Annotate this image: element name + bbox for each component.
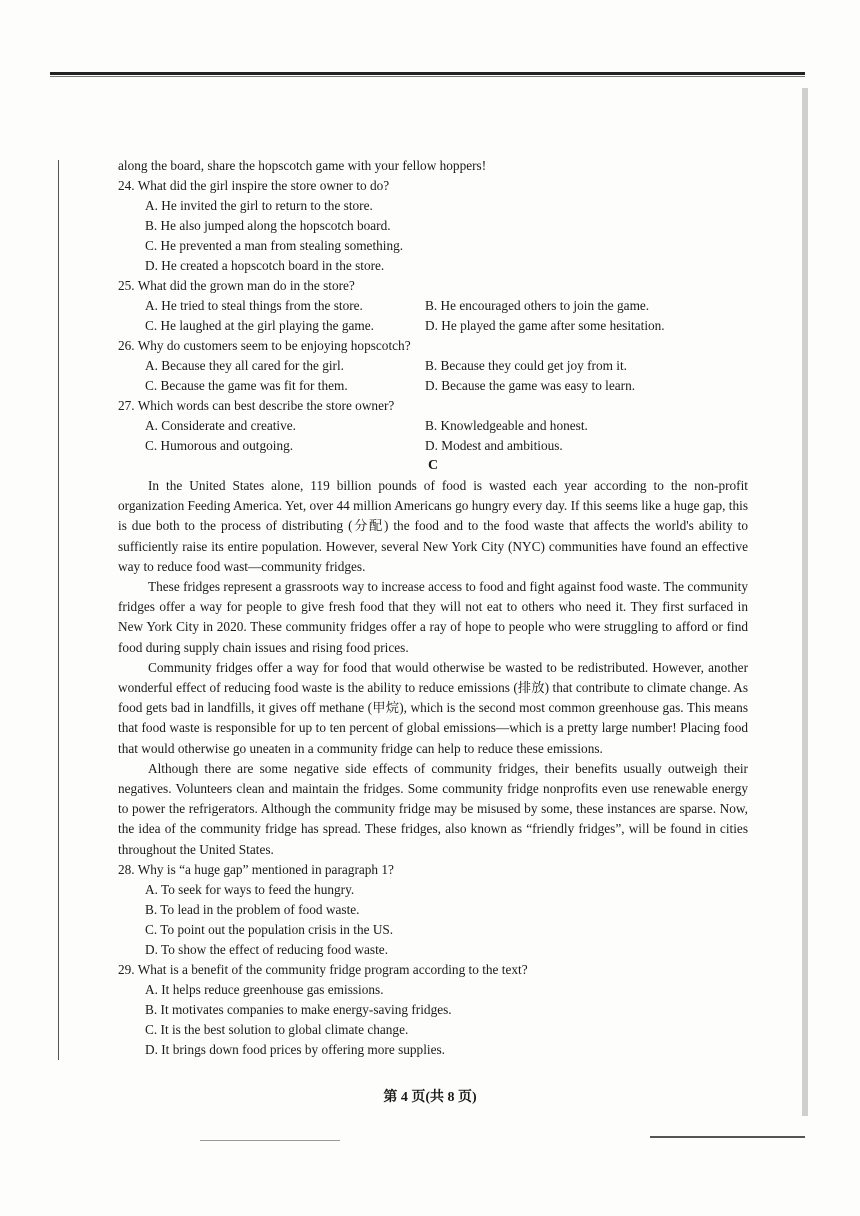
option-25c: C. He laughed at the girl playing the game. <box>145 318 374 333</box>
option-26c: C. Because the game was fit for them. <box>145 378 348 393</box>
option-29c: C. It is the best solution to global climate change. <box>145 1021 409 1037</box>
option-29a: A. It helps reduce greenhouse gas emissions. <box>145 981 384 997</box>
option-28d: D. To show the effect of reducing food waste. <box>145 941 389 957</box>
top-rule <box>50 72 805 75</box>
intro-line: along the board, share the hopscotch game with your fellow hoppers! <box>118 158 487 173</box>
option-27d: D. Modest and ambitious. <box>425 438 563 453</box>
question-28: 28. Why is “a huge gap” mentioned in paragraph 1? <box>118 861 394 877</box>
question-26: 26. Why do customers seem to be enjoying hopscotch? <box>118 338 411 353</box>
passage-paragraph-3: Community fridges offer a way for food that would otherwise be wasted to be redistributed. However, another wonderful effect of reducing food waste is the ability to reduce emissions (排放) that contribute to climate change. As food gets bad in landfills, it gives off methane (甲烷), which is the second most common greenhouse gas. This means that food waste is responsible for up to ten percent of global emissions—which is a pretty large number! Placing food that would otherwise go uneaten in a community fridge can help to reduce these emissions. <box>118 659 748 756</box>
option-24c: C. He prevented a man from stealing something. <box>145 238 404 253</box>
options-26-row1 <box>118 356 748 376</box>
exam-page <box>118 156 748 1060</box>
option-29b: B. It motivates companies to make energy-saving fridges. <box>145 1001 452 1017</box>
question-29: 29. What is a benefit of the community fridge program according to the text? <box>118 961 528 977</box>
option-25b: B. He encouraged others to join the game. <box>425 298 650 313</box>
option-28c: C. To point out the population crisis in the US. <box>145 921 394 937</box>
passage-paragraph-2: These fridges represent a grassroots way to increase access to food and fight against food waste. The community fridges offer a way for people to give fresh food that they will not eat to others who need it. They first surfaced in New York City in 2020. These community fridges offer a ray of hope to people who were struggling to afford or find food during supply chain issues and rising food prices. <box>118 579 748 655</box>
question-24: 24. What did the girl inspire the store owner to do? <box>118 178 390 193</box>
option-26a: A. Because they all cared for the girl. <box>145 358 344 373</box>
scan-mark-bottom <box>200 1140 340 1141</box>
options-25-row1 <box>118 296 748 316</box>
option-24b: B. He also jumped along the hopscotch board. <box>145 218 391 233</box>
option-28b: B. To lead in the problem of food waste. <box>145 901 360 917</box>
option-26b: B. Because they could get joy from it. <box>425 358 627 373</box>
scan-mark <box>650 1136 805 1138</box>
options-27-row2 <box>118 436 748 456</box>
option-27b: B. Knowledgeable and honest. <box>425 418 588 433</box>
scan-edge <box>802 88 808 1116</box>
options-26-row2 <box>118 376 748 396</box>
page-footer: 第 4 页(共 8 页) <box>383 1090 477 1105</box>
option-29d: D. It brings down food prices by offering more supplies. <box>145 1041 445 1057</box>
option-28a: A. To seek for ways to feed the hungry. <box>145 881 355 897</box>
option-27a: A. Considerate and creative. <box>145 418 297 433</box>
option-25d: D. He played the game after some hesitation. <box>425 318 665 333</box>
option-27c: C. Humorous and outgoing. <box>145 438 294 453</box>
margin-line <box>58 160 59 1060</box>
passage-paragraph-4: Although there are some negative side effects of community fridges, their benefits usually outweigh their negatives. Volunteers clean and maintain the fridges. Some community fridge nonprofits even use renewable energy to power the refrigerators. Although the community fridge may be misused by some, these instances are sparse. Now, the idea of the community fridge has spread. These fridges, also known as “friendly fridges”, will be found in cities throughout the United States. <box>118 760 748 857</box>
top-rule-thin <box>50 76 805 77</box>
option-26d: D. Because the game was easy to learn. <box>425 378 636 393</box>
options-25-row2 <box>118 316 748 336</box>
option-25a: A. He tried to steal things from the store. <box>145 298 363 313</box>
passage-paragraph-1: In the United States alone, 119 billion pounds of food is wasted each year according to the non-profit organization Feeding America. Yet, over 44 million Americans go hungry every day. If this seems like a huge gap, this is due both to the process of distributing (分配) the food and to the food waste that affects the world's ability to sufficiently raise its entire population. However, several New York City (NYC) communities have found an effective way to reduce food wast—community fridges. <box>118 478 748 574</box>
section-heading: C <box>427 458 439 473</box>
option-24d: D. He created a hopscotch board in the store. <box>145 258 385 273</box>
options-27-row1 <box>118 416 748 436</box>
option-24a: A. He invited the girl to return to the store. <box>145 198 373 213</box>
question-27: 27. Which words can best describe the store owner? <box>118 398 395 413</box>
question-25: 25. What did the grown man do in the store? <box>118 278 355 293</box>
